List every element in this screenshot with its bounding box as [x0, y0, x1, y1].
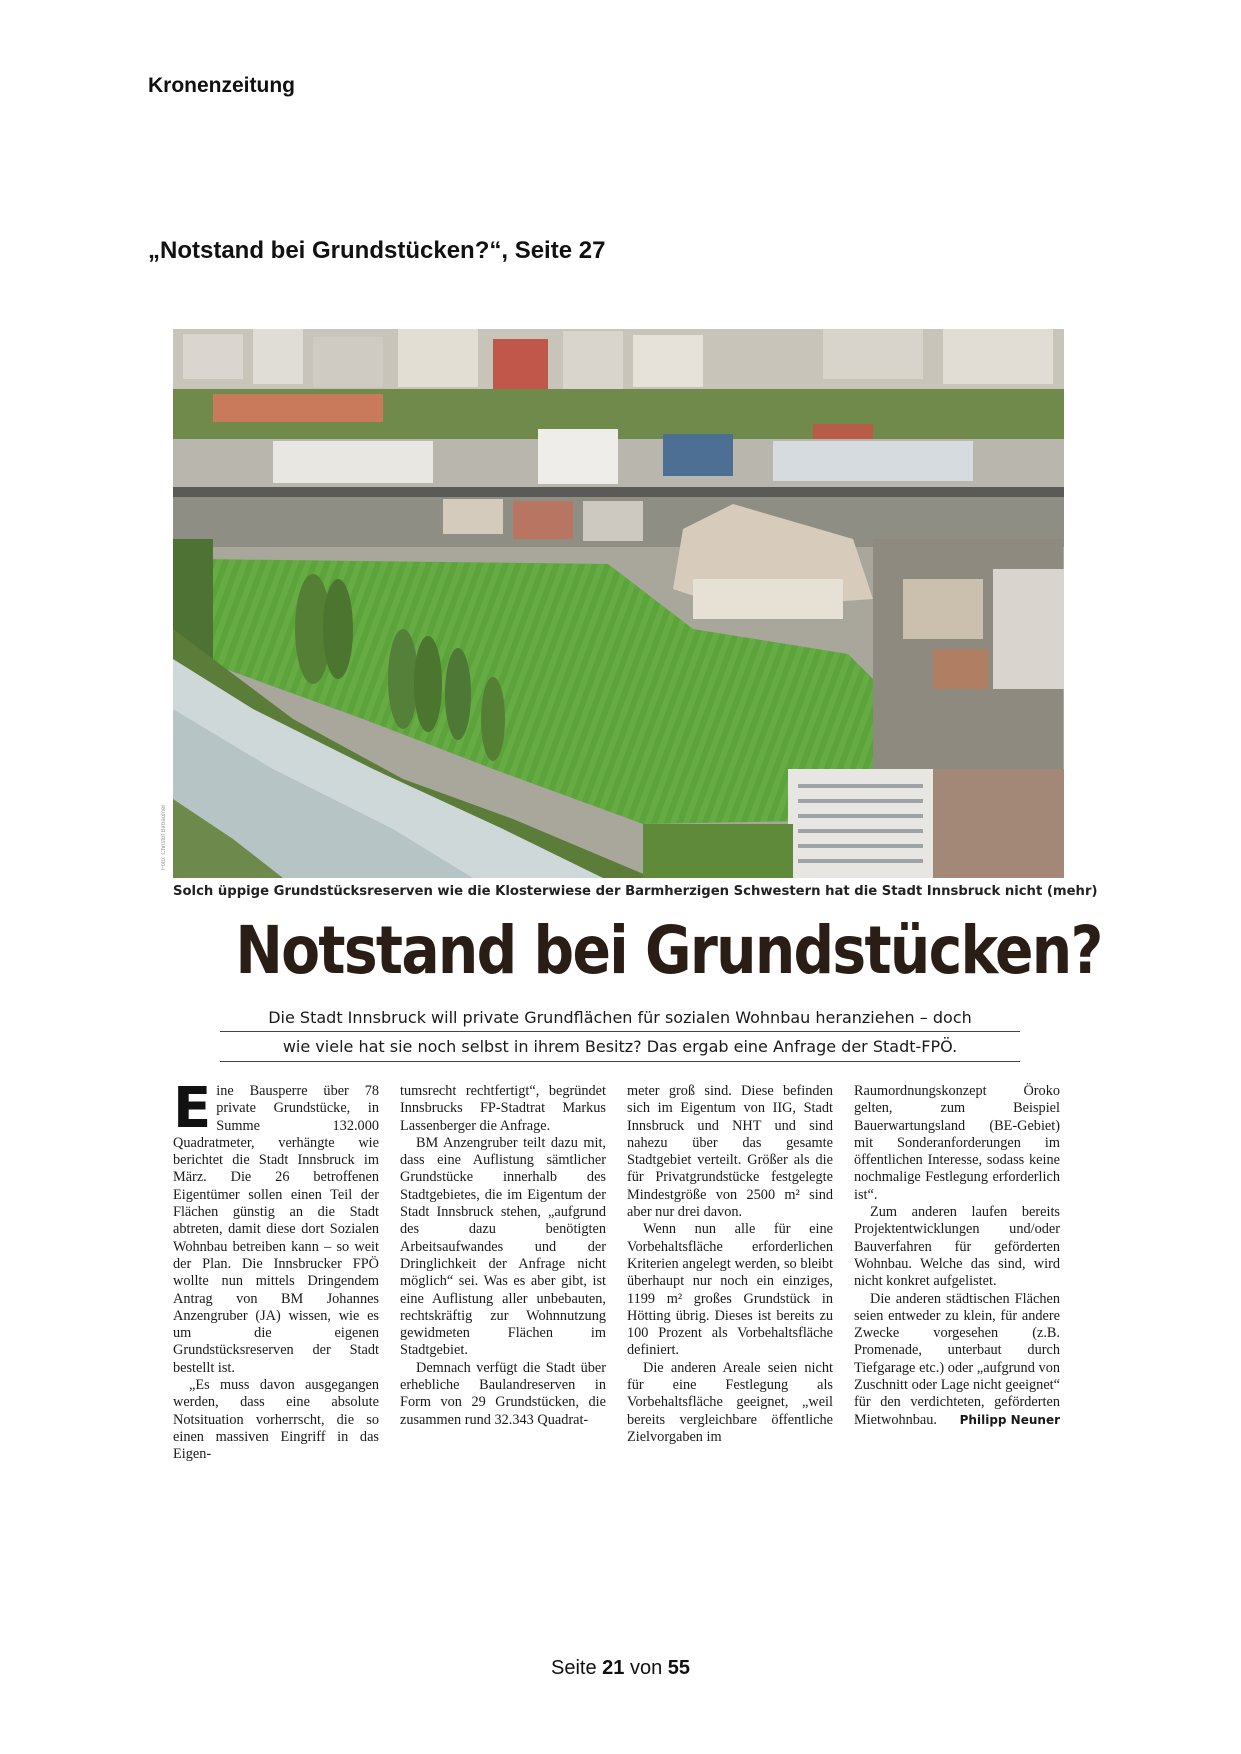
- paragraph: „Es muss davon ausgegangen werden, dass eine absolute Notsituation vorherrscht, die so einen massiven Eingriff in das Eigen-: [173, 1377, 379, 1463]
- paragraph: meter groß sind. Diese befinden sich im Eigentum von IIG, Stadt Innsbruck und NHT und sind nahezu über das gesamte Stadtgebiet verteilt. Größer als die für Privatgrundstücke festgelegte Mindestgröße von 2500 m² sind aber nur drei davon.: [627, 1083, 833, 1221]
- article-column-4: [854, 1083, 1060, 1478]
- paragraph: Die anderen Areale seien nicht für eine Festlegung als Vorbehaltsfläche geeignet, „weil bereits vergleichbare öffentliche Zielvorgaben im: [627, 1359, 833, 1445]
- page-total: 55: [667, 1657, 691, 1679]
- drop-cap: E: [173, 1083, 212, 1141]
- paragraph: Die anderen städtischen Flächen seien entweder zu klein, für andere Zwecke vorgesehen (z.B. Promenade, unterbaut durch Tiefgarage etc.) oder „aufgrund von Zuschnitt oder Lage nicht geeignet“ für den verdichteten, geförderten Mietwohnbau.: [854, 1290, 1060, 1428]
- paragraph: BM Anzengruber teilt dazu mit, dass eine Auflistung sämtlicher Grundstücke innerhalb des Stadtgebietes, die im Eigentum der Stadt Innsbruck stehen, „aufgrund des dazu benötigten Arbeitsaufwandes und der Dringlichkeit der Anfrage nicht möglich“ sei. Was es aber gibt, ist eine Auflistung aller unbebauten, rechtskräftig zur Wohnnutzung gewidmeten Flächen im Stadtgebiet.: [400, 1134, 606, 1359]
- subhead-rule-2: [220, 1061, 1020, 1062]
- source-name: Kronenzeitung: [148, 74, 295, 97]
- article-column-1: [173, 1083, 379, 1478]
- clip-title: „Notstand bei Grundstücken?“, Seite 27: [148, 237, 606, 264]
- headline: Notstand bei Grundstücken?: [235, 912, 1102, 989]
- page-number: [0, 1657, 1241, 1680]
- subhead-line-2: wie viele hat sie noch selbst in ihrem Besitz? Das ergab eine Anfrage der Stadt-FPÖ.: [282, 1037, 958, 1056]
- page-word: Seite: [550, 1657, 597, 1679]
- paragraph: tumsrecht rechtfertigt“, begründet Innsbrucks FP-Stadtrat Markus Lassenberger die Anfrage.: [400, 1083, 606, 1134]
- page-of: von: [629, 1657, 663, 1679]
- paragraph: Zum anderen laufen bereits Projektentwicklungen und/oder Bauverfahren für geförderten Wohnbau. Welche das sind, wird nicht konkret aufgelistet.: [854, 1204, 1060, 1290]
- article-column-2: [400, 1083, 606, 1478]
- paragraph: Demnach verfügt die Stadt über erhebliche Baulandreserven in Form von 29 Grundstücken, die zusammen rund 32.343 Quadrat-: [400, 1359, 606, 1428]
- author-name: Philipp Neuner: [959, 1412, 1060, 1427]
- paragraph: ine Bausperre über 78 private Grundstücke, in Summe 132.000 Quadratmeter, verhängte wie berichtet die Stadt Innsbruck im März. Die 26 betroffenen Eigentümer sollen einen Teil der Flächen günstig an die Stadt abtreten, damit diese dort Sozialen Wohnbau betreiben kann – so weit der Plan. Die Innsbrucker FPÖ wollte nun mittels Dringendem Antrag von BM Johannes Anzengruber (JA) wissen, wie es um die eigenen Grundstücksreserven der Stadt bestellt ist.: [173, 1083, 379, 1376]
- photo-caption: Solch üppige Grundstücksreserven wie die Klosterwiese der Barmherzigen Schwestern hat die Stadt Innsbruck nicht (mehr): [173, 884, 1098, 899]
- photo-credit: Foto: Christof Birbaumer: [161, 804, 167, 870]
- paragraph: Wenn nun alle für eine Vorbehaltsfläche erforderlichen Kriterien angelegt werden, so bleibt überhaupt nur noch ein einziges, 1199 m² großes Grundstück in Hötting übrig. Dieses ist bereits zu 100 Prozent als Vorbehaltsfläche definiert.: [627, 1221, 833, 1359]
- page-current: 21: [602, 1657, 625, 1679]
- subhead-rule-1: [220, 1031, 1020, 1032]
- article-column-3: [627, 1083, 833, 1478]
- paragraph: Raumordnungskonzept Öroko gelten, zum Beispiel Bauerwartungsland (BE-Gebiet) mit Sonderanforderungen im öffentlichen Interesse, sodass keine nochmalige Festlegung erforderlich ist“.: [854, 1083, 1060, 1203]
- article-photo: [173, 329, 1064, 878]
- subhead-line-1: Die Stadt Innsbruck will private Grundflächen für sozialen Wohnbau heranziehen – doch: [268, 1008, 972, 1027]
